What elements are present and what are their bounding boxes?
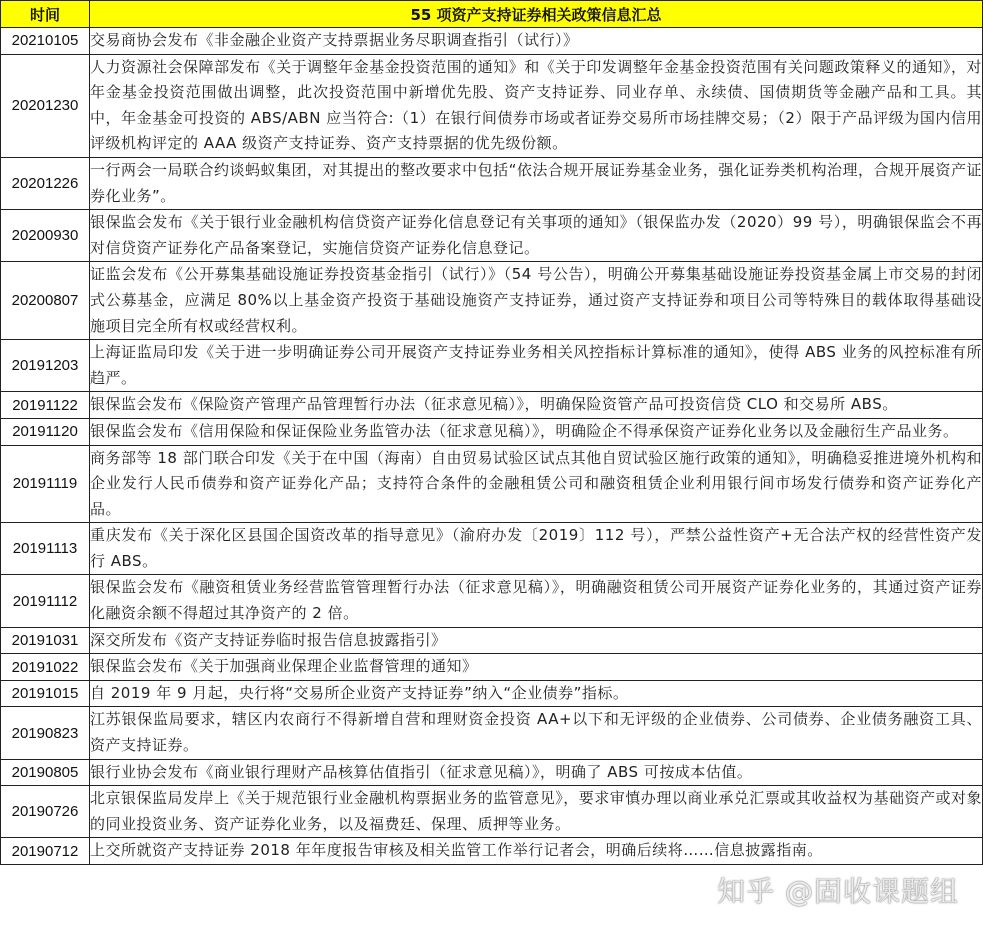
row-date: 20191031: [1, 627, 90, 654]
row-date: 20191015: [1, 680, 90, 707]
row-date: 20191120: [1, 418, 90, 445]
row-policy-text: 银保监会发布《保险资产管理产品管理暂行办法（征求意见稿）》，明确保险资管产品可投资信贷 CLO 和交易所 ABS。: [90, 392, 983, 419]
row-policy-text: 证监会发布《公开募集基础设施证券投资基金指引（试行）》（54 号公告），明确公开募集基础设施证券投资基金属上市交易的封闭式公募基金，应满足 80%以上基金资产投资于基础设施资产支持证券，通过资产支持证券和项目公司等特殊目的载体取得基础设施项目完全所有权或经营权利。: [90, 262, 983, 340]
table-row: [1, 340, 983, 392]
table-row: [1, 575, 983, 627]
table-row: [1, 392, 983, 419]
row-policy-text: 银保监会发布《融资租赁业务经营监管管理暂行办法（征求意见稿）》，明确融资租赁公司开展资产证券化业务的，其通过资产证券化融资余额不得超过其净资产的 2 倍。: [90, 575, 983, 627]
row-date: 20210105: [1, 28, 90, 55]
row-date: 20190712: [1, 838, 90, 865]
row-policy-text: 商务部等 18 部门联合印发《关于在中国（海南）自由贸易试验区试点其他自贸试验区施行政策的通知》，明确稳妥推进境外机构和企业发行人民币债券和资产证券化产品；支持符合条件的金融租赁公司和融资租赁企业利用银行间市场发行债券和资产证券化产品。: [90, 445, 983, 523]
table-row: [1, 523, 983, 575]
row-date: 20191119: [1, 445, 90, 523]
row-policy-text: 银保监会发布《关于加强商业保理企业监督管理的通知》: [90, 654, 983, 681]
table-header-row: [1, 1, 983, 28]
table-row: [1, 262, 983, 340]
table-body: [1, 28, 983, 865]
row-policy-text: 交易商协会发布《非金融企业资产支持票据业务尽职调查指引（试行）》: [90, 28, 983, 55]
row-policy-text: 一行两会一局联合约谈蚂蚁集团，对其提出的整改要求中包括“依法合规开展证券基金业务，强化证券类机构治理，合规开展资产证券化业务”。: [90, 157, 983, 209]
row-date: 20191113: [1, 523, 90, 575]
table-row: [1, 786, 983, 838]
table-row: [1, 28, 983, 55]
table-row: [1, 418, 983, 445]
row-date: 20191122: [1, 392, 90, 419]
table-row: [1, 680, 983, 707]
header-title: 55 项资产支持证券相关政策信息汇总: [90, 1, 983, 28]
row-date: 20200930: [1, 210, 90, 262]
table-row: [1, 210, 983, 262]
row-policy-text: 人力资源社会保障部发布《关于调整年金基金投资范围的通知》和《关于印发调整年金基金投资范围有关问题政策释义的通知》，对年金基金投资范围做出调整，此次投资范围中新增优先股、资产支持证券、同业存单、永续债、国债期货等金融产品和工具。其中，年金基金可投资的 ABS/ABN 应当符合:（1）在银行间债券市场或者证券交易所市场挂牌交易；（2）限于产品评级为国内信用评级机构评定的 AAA 级资产支持证券、资产支持票据的优先级份额。: [90, 54, 983, 157]
row-policy-text: 北京银保监局发岸上《关于规范银行业金融机构票据业务的监管意见》，要求审慎办理以商业承兑汇票或其收益权为基础资产或对象的同业投资业务、资产证券化业务，以及福费廷、保理、质押等业务。: [90, 786, 983, 838]
row-date: 20200807: [1, 262, 90, 340]
table-row: [1, 157, 983, 209]
row-policy-text: 上交所就资产支持证券 2018 年年度报告审核及相关监管工作举行记者会，明确后续将……信息披露指南。: [90, 838, 983, 865]
row-date: 20190805: [1, 759, 90, 786]
table-row: [1, 445, 983, 523]
row-date: 20190823: [1, 707, 90, 759]
row-date: 20191022: [1, 654, 90, 681]
row-policy-text: 银保监会发布《关于银行业金融机构信贷资产证券化信息登记有关事项的通知》（银保监办发（2020）99 号），明确银保监会不再对信贷资产证券化产品备案登记，实施信贷资产证券化信息登记。: [90, 210, 983, 262]
table-row: [1, 654, 983, 681]
table-row: [1, 54, 983, 157]
table-row: [1, 838, 983, 865]
row-policy-text: 银保监会发布《信用保险和保证保险业务监管办法（征求意见稿）》，明确险企不得承保资产证券化业务以及金融衍生产品业务。: [90, 418, 983, 445]
watermark: 知乎 @固收课题组: [717, 875, 959, 908]
row-policy-text: 上海证监局印发《关于进一步明确证券公司开展资产支持证券业务相关风控指标计算标准的通知》，使得 ABS 业务的风控标准有所趋严。: [90, 340, 983, 392]
row-policy-text: 重庆发布《关于深化区县国企国资改革的指导意见》（渝府办发〔2019〕112 号），严禁公益性资产+无合法产权的经营性资产发行 ABS。: [90, 523, 983, 575]
row-date: 20190726: [1, 786, 90, 838]
row-policy-text: 深交所发布《资产支持证券临时报告信息披露指引》: [90, 627, 983, 654]
row-date: 20201226: [1, 157, 90, 209]
table-row: [1, 759, 983, 786]
row-policy-text: 自 2019 年 9 月起，央行将“交易所企业资产支持证券”纳入“企业债券”指标。: [90, 680, 983, 707]
header-date: 时间: [1, 1, 90, 28]
row-date: 20191203: [1, 340, 90, 392]
table-row: [1, 627, 983, 654]
row-policy-text: 江苏银保监局要求，辖区内农商行不得新增自营和理财资金投资 AA+以下和无评级的企业债券、公司债券、企业债务融资工具、资产支持证券。: [90, 707, 983, 759]
row-policy-text: 银行业协会发布《商业银行理财产品核算估值指引（征求意见稿）》，明确了 ABS 可按成本估值。: [90, 759, 983, 786]
table-row: [1, 707, 983, 759]
row-date: 20191112: [1, 575, 90, 627]
row-date: 20201230: [1, 54, 90, 157]
